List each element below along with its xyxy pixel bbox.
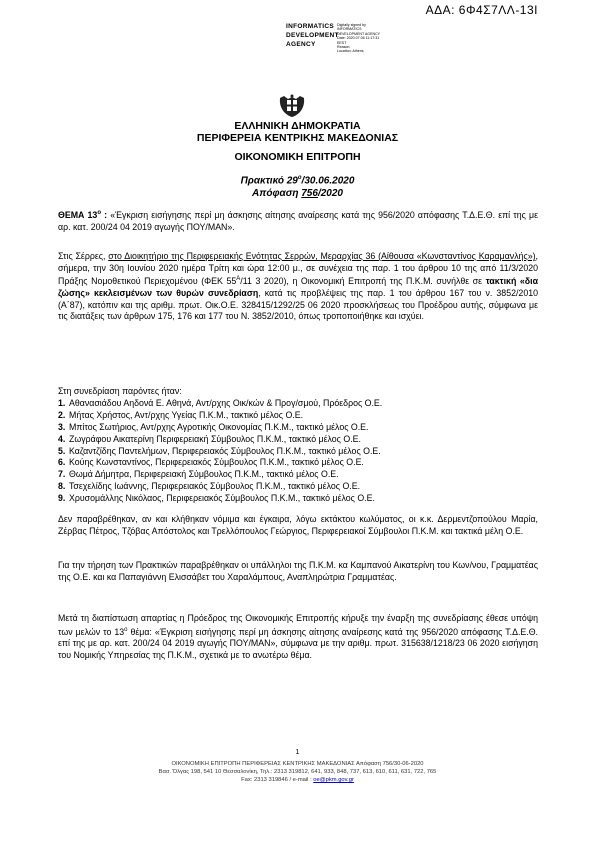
signature-line: DEVELOPMENT AGENCY: [337, 31, 381, 36]
attendees-intro: Στη συνεδρίαση παρόντες ήταν:: [58, 386, 182, 396]
header-title: [0, 120, 595, 144]
region-name: ΠΕΡΙΦΕΡΕΙΑ ΚΕΝΤΡΙΚΗΣ ΜΑΚΕΔΟΝΙΑΣ: [196, 132, 399, 144]
minutes-number: Πρακτικό $29^o/30.06.2020$: [240, 175, 355, 187]
page-footer: [0, 760, 595, 784]
attendee-number: 4.: [58, 433, 66, 444]
theme-paragraph: ΘΕΜΑ $13^o$ : «Έγκριση εισήγησης περί μη άσκησης αίτησης αναίρεσης κατά της 956/2020 απόφασης Τ.Δ.Ε.Θ. επί της με αρ. κατ. 200/24 04 2019 αγωγής ΠΟΥ/ΜΑΝ».: [58, 209, 539, 232]
signature-line: INFORMATICS: [337, 27, 362, 32]
theme-text: «Έγκριση εισήγησης περί μη άσκησης αίτησης αναίρεσης κατά της 956/2020 απόφασης Τ.Δ.Ε.Θ. επί της με αρ. κατ. 200/24 04 2019 αγωγής ΠΟΥ/ΜΑΝ».: [58, 209, 539, 232]
attendee-number: 8.: [58, 481, 66, 492]
attendee-number: 5.: [58, 445, 66, 456]
attendee-item: [58, 481, 538, 493]
attendee-text: Θωμά Δήμητρα, Περιφερειακή Σύμβουλος Π.Κ.Μ., τακτικό μέλος Ο.Ε.: [69, 469, 339, 480]
attendee-number: 7.: [58, 469, 66, 480]
meeting-type: τακτική «δια ζώσης» κεκλεισμένων των θυρών συνεδρίαση: [58, 276, 538, 299]
email-link[interactable]: oe@pkm.gov.gr: [313, 777, 354, 783]
meeting-location: στο Διοικητήριο της Περιφερειακής Ενότητας Σερρών, Μεραρχίας 36 (Αίθουσα «Κωνσταντίνος Καραμανλής»): [108, 251, 536, 261]
ida-label: [286, 22, 339, 49]
attendee-item: [58, 434, 538, 446]
document-reference: [0, 172, 595, 200]
ada-code: ΑΔΑ: 6Φ4Σ7ΛΛ-13Ι: [425, 3, 538, 17]
footer-address: Βασ. Όλγας 198, 541 10 Θεσσαλονίκη, Τηλ.: 2313 319812, 641, 933, 848, 737, 613, 610, 611, 631, 722, 765: [158, 769, 437, 775]
footer-line: ΟΙΚΟΝΟΜΙΚΗ ΕΠΙΤΡΟΠΗ ΠΕΡΙΦΕΡΕΙΑΣ ΚΕΝΤΡΙΚΗΣ ΜΑΚΕΔΟΝΙΑΣ Απόφαση 756/30-06-2020: [171, 761, 424, 767]
attendee-item: [58, 457, 538, 469]
signature-details: [337, 23, 380, 54]
attendee-text: Χρυσομάλλης Νικόλαος, Περιφερειακός Σύμβουλος Π.Κ.Μ., τακτικό μέλος Ο.Ε.: [69, 493, 375, 504]
signature-line: EEST: [337, 40, 347, 45]
attendees-list: [58, 386, 538, 505]
attendee-text: Μπίτος Σωτήριος, Αντ/ρχης Αγροτικής Οικονομίας Π.Κ.Μ., τακτικό μέλος Ο.Ε.: [69, 421, 369, 432]
attendee-item: [58, 469, 538, 481]
greek-coat-of-arms-icon: [278, 94, 306, 118]
quorum-paragraph: Μετά τη διαπίστωση απαρτίας η Πρόεδρος της Οικονομικής Επιτροπής κήρυξε την έναρξη της συνεδρίασης έθεσε υπόψη των μελών το $13^o$ θέμα: «Έγκριση εισήγησης περί μη άσκησης αίτησης αναίρεσης κατά της 956/2020 απόφασης Τ.Δ.Ε.Θ. επί της με αρ. κατ. 200/24 04 2019 αγωγής ΠΟΥ/ΜΑΝ», σύμφωνα με την αριθμ. πρωτ. 315638/1218/23 06 2020 εισήγηση του Νομικής Υπηρεσίας της Π.Κ.Μ., σχετικά με το ανωτέρω θέμα.: [58, 613, 538, 661]
minutes-keeping-paragraph: Για την τήρηση των Πρακτικών παραβρέθηκαν οι υπάλληλοι της Π.Κ.Μ. κα Καμπανού Αικατερίνη του Κων/νου, Γραμματέας της Ο.Ε. και κα Παπαγιάννη Ελισσάβετ του Χαραλάμπους, Αναπληρώτρια Γραμματέας.: [58, 560, 538, 582]
ida-line: DEVELOPMENT: [286, 32, 339, 39]
attendee-item: [58, 398, 538, 410]
attendee-text: Κούης Κωνσταντίνος, Περιφερειακός Σύμβουλος Π.Κ.Μ., τακτικό μέλος Ο.Ε.: [69, 457, 364, 468]
signature-line: Location: Athens: [337, 49, 364, 54]
absent-paragraph: Δεν παραβρέθηκαν, αν και κλήθηκαν νόμιμα και έγκαιρα, λόγω εκτάκτου κωλύματος, οι κ.κ. Δερμεντζοπούλου Μαρία, Ζέρβας Πέτρος, Τζόβας Απόστολος και Τρελλόπουλος Γεώργιος, Περιφερειακοί Σύμβουλοι Π.Κ.Μ. και τακτικά μέλη Ο.Ε.: [58, 514, 538, 536]
footer-contact: Fax: 2313 319846 / e-mail : oe@pkm.gov.gr: [241, 777, 354, 783]
attendee-text: Τσεχελίδης Ιωάννης, Περιφερειακός Σύμβουλος Π.Κ.Μ., τακτικό μέλος Ο.Ε.: [69, 481, 361, 492]
intro-paragraph: Στις Σέρρες, στο Διοικητήριο της Περιφερειακής Ενότητας Σερρών, Μεραρχίας 36 (Αίθουσα «Κωνσταντίνος Καραμανλής»), σήμερα, την 30η Ιουνίου 2020 ημέρα Τρίτη και ώρα 12:00 μ., σε συνέχεια της παρ. 1 του άρθρου 10 της από 11/3/2020 Πράξης Νομοθετικού Περιεχομένου (ΦΕΚ $55^A/11$ 3 2020), η Οικονομική Επιτροπή της Π.Κ.Μ. συνήλθε σε τακτική «δια ζώσης» κεκλεισμένων των θυρών συνεδρίαση, κατά τις προβλέψεις της παρ. 1 του άρθρου 167 του ν. 3852/2010 (Α΄87), κατόπιν και της αριθμ. πρωτ. Οικ.Ο.Ε. 328415/1292/25 06 2020 προσκλήσεως του Προέδρου αυτής, σύμφωνα με τις διατάξεις των άρθρων 175, 176 και 177 του Ν. 3852/2010, όπως τροποποιήθηκε και ισχύει.: [58, 251, 538, 322]
page-number: 1: [295, 749, 300, 756]
signature-line: Date: 2020.07.06 11:17:31: [337, 36, 380, 41]
signature-line: Digitally signed by: [337, 23, 366, 27]
attendee-text: Ζωγράφου Αικατερίνη Περιφερειακή Σύμβουλος Π.Κ.Μ., τακτικό μέλος Ο.Ε.: [69, 433, 361, 444]
attendee-text: Μήτας Χρήστος, Αντ/ρχης Υγείας Π.Κ.Μ., τακτικό μέλος Ο.Ε.: [69, 409, 304, 420]
attendee-text: Καζαντζίδης Παντελήμων, Περιφερειακός Σύμβουλος Π.Κ.Μ., τακτικό μέλος Ο.Ε.: [69, 445, 381, 456]
attendee-number: 1.: [58, 397, 66, 408]
attendee-number: 6.: [58, 457, 66, 468]
ida-line: INFORMATICS: [286, 23, 334, 30]
signature-line: Reason:: [337, 45, 351, 50]
country-name: ΕΛΛΗΝΙΚΗ ΔΗΜΟΚΡΑΤΙΑ: [234, 120, 361, 132]
attendee-number: 3.: [58, 421, 66, 432]
attendee-item: [58, 493, 538, 505]
theme-label: ΘΕΜΑ 13: [58, 209, 98, 220]
attendee-number: 2.: [58, 409, 66, 420]
attendee-item: [58, 446, 538, 458]
attendee-item: [58, 410, 538, 422]
attendee-item: [58, 422, 538, 434]
committee-name: ΟΙΚΟΝΟΜΙΚΗ ΕΠΙΤΡΟΠΗ: [234, 151, 361, 163]
ida-line: AGENCY: [286, 41, 316, 48]
decision-number: Απόφαση 756/2020: [252, 188, 343, 200]
attendee-text: Αθανασιάδου Αηδονά Ε. Αθηνά, Αντ/ρχης Οικ/κών & Προγ/σμού, Πρόεδρος Ο.Ε.: [69, 397, 383, 408]
attendee-number: 9.: [58, 493, 66, 504]
